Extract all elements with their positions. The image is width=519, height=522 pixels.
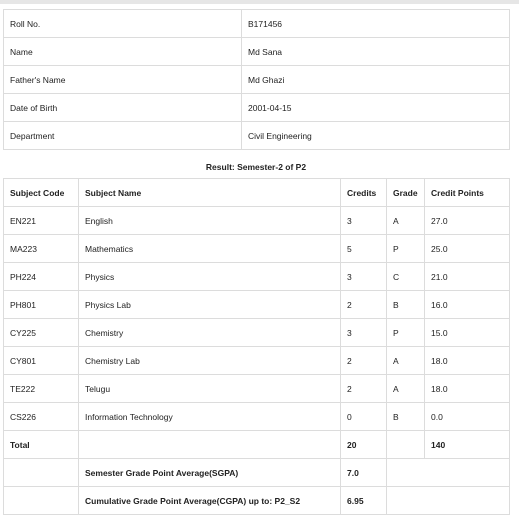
subject-name-cell: English [79,207,341,235]
fathers-name-label: Father's Name [4,66,242,94]
credit-points-cell: 15.0 [425,319,510,347]
sgpa-row [4,459,510,487]
subject-name-cell: Physics Lab [79,291,341,319]
student-info-row [4,122,510,150]
subject-code-cell: CS226 [4,403,79,431]
sgpa-label: Semester Grade Point Average(SGPA) [79,459,341,487]
total-row [4,431,510,459]
table-row [4,207,510,235]
subject-name-cell: Telugu [79,375,341,403]
total-empty-cell [387,431,425,459]
credits-cell: 3 [341,263,387,291]
table-row [4,347,510,375]
grade-cell: C [387,263,425,291]
subject-name-cell: Mathematics [79,235,341,263]
grade-cell: P [387,235,425,263]
student-info-row [4,10,510,38]
student-info-row [4,38,510,66]
header-credits: Credits [341,179,387,207]
credit-points-cell: 21.0 [425,263,510,291]
result-table [3,178,510,515]
subject-name-cell: Information Technology [79,403,341,431]
header-credit-points: Credit Points [425,179,510,207]
roll-no-value: B171456 [242,10,510,38]
result-body [4,207,510,515]
credits-cell: 0 [341,403,387,431]
subject-name-cell: Chemistry Lab [79,347,341,375]
cgpa-empty-cell [387,487,510,515]
cgpa-label: Cumulative Grade Point Average(CGPA) up to: P2_S2 [79,487,341,515]
credit-points-cell: 27.0 [425,207,510,235]
department-value: Civil Engineering [242,122,510,150]
sgpa-empty-cell [4,459,79,487]
grade-cell: B [387,403,425,431]
credit-points-cell: 0.0 [425,403,510,431]
roll-no-label: Roll No. [4,10,242,38]
credits-cell: 2 [341,347,387,375]
fathers-name-value: Md Ghazi [242,66,510,94]
student-info-table [3,9,510,150]
total-credits: 20 [341,431,387,459]
sgpa-empty-cell [387,459,510,487]
subject-code-cell: MA223 [4,235,79,263]
grade-cell: A [387,207,425,235]
student-info-row [4,66,510,94]
cgpa-value: 6.95 [341,487,387,515]
credit-points-cell: 18.0 [425,347,510,375]
sgpa-value: 7.0 [341,459,387,487]
total-empty-cell [79,431,341,459]
name-label: Name [4,38,242,66]
header-subject-code: Subject Code [4,179,79,207]
subject-code-cell: TE222 [4,375,79,403]
cgpa-row [4,487,510,515]
subject-name-cell: Physics [79,263,341,291]
total-label: Total [4,431,79,459]
department-label: Department [4,122,242,150]
credits-cell: 3 [341,319,387,347]
credits-cell: 2 [341,375,387,403]
table-row [4,291,510,319]
credits-cell: 3 [341,207,387,235]
cgpa-empty-cell [4,487,79,515]
credit-points-cell: 16.0 [425,291,510,319]
grade-cell: P [387,319,425,347]
grade-cell: B [387,291,425,319]
student-info-row [4,94,510,122]
name-value: Md Sana [242,38,510,66]
grade-cell: A [387,375,425,403]
credit-points-cell: 18.0 [425,375,510,403]
result-caption: Result: Semester-2 of P2 [205,162,307,172]
table-row [4,263,510,291]
table-row [4,375,510,403]
top-divider [0,0,519,4]
credits-cell: 5 [341,235,387,263]
subject-code-cell: CY801 [4,347,79,375]
subject-code-cell: PH801 [4,291,79,319]
date-of-birth-label: Date of Birth [4,94,242,122]
subject-code-cell: EN221 [4,207,79,235]
table-row [4,235,510,263]
subject-name-cell: Chemistry [79,319,341,347]
grade-cell: A [387,347,425,375]
subject-code-cell: PH224 [4,263,79,291]
table-row [4,403,510,431]
date-of-birth-value: 2001-04-15 [242,94,510,122]
total-credit-points: 140 [425,431,510,459]
table-row [4,319,510,347]
credits-cell: 2 [341,291,387,319]
subject-code-cell: CY225 [4,319,79,347]
header-subject-name: Subject Name [79,179,341,207]
result-header-row [4,179,510,207]
header-grade: Grade [387,179,425,207]
credit-points-cell: 25.0 [425,235,510,263]
